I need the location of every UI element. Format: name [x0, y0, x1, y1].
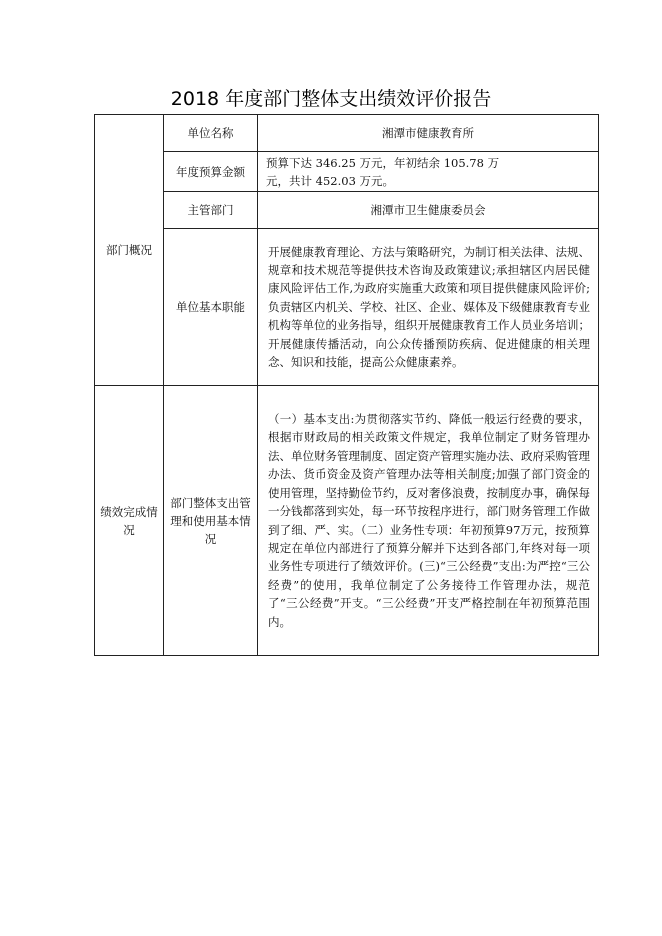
row-budget	[95, 152, 599, 192]
supervisor-label-text: 主管部门	[187, 203, 234, 217]
functions-label	[164, 229, 258, 386]
section-label-performance-text: 绩效完成情况	[100, 504, 158, 537]
section-label-overview-text: 部门概况	[106, 243, 152, 257]
report-title: 2018 年度部门整体支出绩效评价报告	[170, 88, 492, 110]
unit-name-label	[164, 115, 258, 152]
section-label-performance	[95, 386, 164, 656]
budget-value-line1: 预算下达 346.25 万元，年初结余 105.78 万	[266, 155, 500, 170]
management-value-text: （一）基本支出:为贯彻落实节约、降低一般运行经费的要求，根据市财政局的相关政策文件规定，我单位制定了财务管理办法、单位财务管理制度、固定资产管理实施办法、政府采购管理办法、货币资金及资产管理办法等相关制度;加强了部门资金的使用管理，坚持勤俭节约，反对奢侈浪费，按制度办事，确保每一分钱都落到实处，每一环节按程序进行，部门财务管理工作做到了细、严、实。（二）业务性专项：年初预算97万元，按预算规定在单位内部进行了预算分解并下达到各部门,年终对每一项业务性专项进行了绩效评价。(三)“三公经费”支出:为严控“三公经费”的使用，我单位制定了公务接待工作管理办法，规范了“三公经费”开支。“三公经费”开支严格控制在年初预算范围内。	[268, 412, 590, 629]
functions-value	[258, 229, 599, 386]
row-performance	[95, 386, 599, 656]
report-table	[94, 114, 599, 656]
supervisor-value	[258, 192, 599, 229]
functions-value-text: 开展健康教育理论、方法与策略研究，为制订相关法律、法规、规章和技术规范等提供技术咨询及政策建议;承担辖区内居民健康风险评估工作,为政府实施重大政策和项目提供健康风险评价;负责辖区内机关、学校、社区、企业、媒体及下级健康教育专业机构等单位的业务指导，组织开展健康教育工作人员业务培训；开展健康传播活动，向公众传播预防疾病、促进健康的相关理念、知识和技能，提高公众健康素养。	[268, 244, 590, 370]
functions-label-text: 单位基本职能	[176, 300, 245, 314]
section-label-overview	[95, 115, 164, 386]
supervisor-value-text: 湘潭市卫生健康委员会	[370, 203, 486, 217]
budget-value-line2: 元，共计 452.03 万元。	[266, 173, 395, 188]
management-label-text: 部门整体支出管理和使用基本情况	[170, 495, 251, 546]
unit-name-label-text: 单位名称	[187, 126, 234, 140]
management-label	[164, 386, 258, 656]
unit-name-value	[258, 115, 599, 152]
budget-label-text: 年度预算金额	[176, 164, 245, 179]
unit-name-value-text: 湘潭市健康教育所	[382, 126, 474, 140]
row-functions	[95, 229, 599, 386]
supervisor-label	[164, 192, 258, 229]
management-value	[258, 386, 599, 656]
row-unit-name	[95, 115, 599, 152]
budget-value	[258, 152, 599, 192]
row-supervisor	[95, 192, 599, 229]
budget-label	[164, 152, 258, 192]
